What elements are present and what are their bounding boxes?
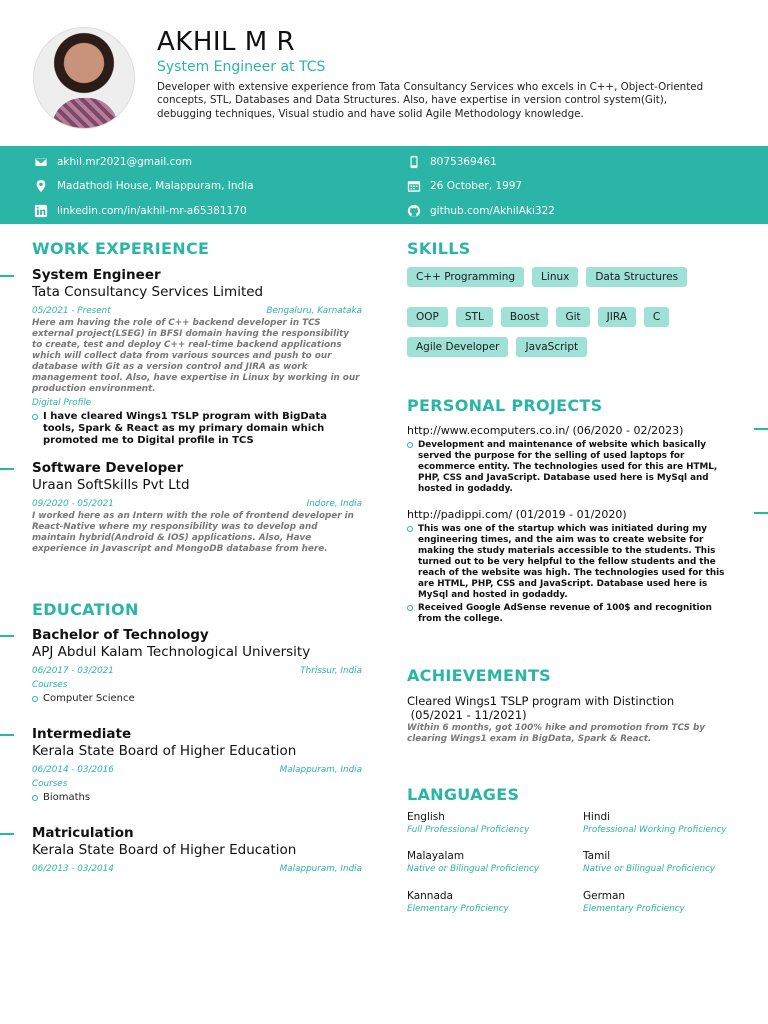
project-bullet: This was one of the startup which was initiated during my engineering times, and the aim was to create website for making the study materials accessible to the students. This turned out to be very helpful to the fellow students and the reach of the website was high. The technologies used for this are HTML, PHP, CSS and JavaScript. Database used here is MySql and hosted in godaddy. <box>407 524 737 601</box>
job-meta <box>32 498 362 510</box>
section-title-education: EDUCATION <box>32 600 139 619</box>
section-title-projects: PERSONAL PROJECTS <box>407 396 603 415</box>
courses-label: Courses <box>32 779 68 789</box>
candidate-name: AKHIL M R <box>157 27 296 57</box>
language-name: Malayalam <box>407 850 465 862</box>
project-title[interactable]: http://www.ecomputers.co.in/ (06/2020 - 02/2023) <box>407 424 684 437</box>
project-title[interactable]: http://padippi.com/ (01/2019 - 01/2020) <box>407 508 627 521</box>
achievement-description: Within 6 months, got 100% hike and promotion from TCS by clearing Wings1 exam in BigData, Spark & React. <box>407 723 706 744</box>
skills-list <box>407 267 727 357</box>
email-text: akhil.mr2021@gmail.com <box>57 156 193 168</box>
location-pin-icon <box>34 179 48 193</box>
achievement-title: Cleared Wings1 TSLP program with Distinction <box>407 694 675 708</box>
job-meta <box>32 305 362 317</box>
language-item <box>583 850 753 876</box>
education-entry <box>32 726 362 804</box>
timeline-marker <box>0 833 14 835</box>
skill-chip: C <box>644 307 669 327</box>
language-item <box>583 811 753 837</box>
project-bullet: Received Google AdSense revenue of 100$ and recognition from the college. <box>407 603 737 625</box>
education-meta <box>32 764 362 776</box>
language-level: Native or Bilingual Proficiency <box>407 864 540 874</box>
language-name: Tamil <box>583 850 611 862</box>
timeline-marker <box>754 428 768 430</box>
job-sub-label: Digital Profile <box>32 398 92 408</box>
job-location: Indore, India <box>306 499 362 509</box>
job-role: Software Developer <box>32 460 184 476</box>
project-entry <box>407 508 737 625</box>
timeline-marker <box>0 734 14 736</box>
project-entry <box>407 424 737 495</box>
education-entry <box>32 627 362 705</box>
github-text: github.com/AkhilAki322 <box>430 205 555 217</box>
education-dates: 06/2017 - 03/2021 <box>32 666 114 676</box>
skill-chip: Linux <box>532 267 578 287</box>
linkedin-icon <box>34 204 48 218</box>
job-dates: 05/2021 - Present <box>32 306 111 316</box>
job-description: Here am having the role of C++ backend developer in TCS external project(LSEG) in BFSI domain having the responsibility to create, test and deploy C++ real-time backend applications which will collect data from various sources and push to our database with Git as a version control and JIRA as work management tool. Also, have expertise in Linux by working in our production environment. <box>32 318 360 394</box>
calendar-icon <box>407 179 421 193</box>
skill-chip: STL <box>456 307 493 327</box>
contact-dob <box>407 179 522 193</box>
education-school: Kerala State Board of Higher Education <box>32 743 297 759</box>
education-location: Thrissur, India <box>300 666 362 676</box>
education-dates: 06/2014 - 03/2016 <box>32 765 114 775</box>
project-bullet: Development and maintenance of website which basically served the purpose for the selling of used laptops for ecommerce entity. The technologies used for this are HTML, PHP, CSS and JavaScript. Database used here is MySql and hosted in godaddy. <box>407 440 737 495</box>
mail-icon <box>34 155 48 169</box>
contact-linkedin[interactable] <box>34 204 247 218</box>
section-title-work: WORK EXPERIENCE <box>32 239 210 258</box>
job-description: I worked here as an Intern with the role of frontend developer in React-Native where my responsibility was to develop and maintain hybrid(Android & IOS) applications. Also, Have experience in Javascript and MongoDB database from here. <box>32 511 354 554</box>
education-degree: Matriculation <box>32 825 134 841</box>
language-name: Kannada <box>407 890 453 902</box>
profile-summary: Developer with extensive experience from Tata Consultancy Services who excels in C++, Object-Oriented concepts, STL, Databases and Data Structures. Also, have expertise in version control system(Git), debugging techniques, Visual studio and have solid Agile Methodology knowledge. <box>157 81 704 120</box>
phone-text: 8075369461 <box>430 156 497 168</box>
achievement-dates: (05/2021 - 11/2021) <box>407 708 527 722</box>
language-item <box>583 890 753 916</box>
education-school: Kerala State Board of Higher Education <box>32 842 297 858</box>
job-entry <box>32 460 362 555</box>
education-location: Malappuram, India <box>279 765 362 775</box>
timeline-marker <box>0 635 14 637</box>
timeline-marker <box>0 468 14 470</box>
contact-github[interactable] <box>407 204 555 218</box>
education-location: Malappuram, India <box>279 864 362 874</box>
job-bullet: I have cleared Wings1 TSLP program with BigData tools, Spark & React as my primary domain which promoted me to Digital profile in TCS <box>32 411 362 447</box>
education-dates: 06/2013 - 03/2014 <box>32 864 114 874</box>
job-location: Bengaluru, Karnataka <box>266 306 362 316</box>
courses-label: Courses <box>32 680 68 690</box>
education-meta <box>32 863 362 875</box>
job-role: System Engineer <box>32 267 161 283</box>
skill-chip: Data Structures <box>586 267 687 287</box>
education-degree: Intermediate <box>32 726 132 742</box>
job-company: Uraan SoftSkills Pvt Ltd <box>32 477 190 493</box>
language-level: Elementary Proficiency <box>583 904 685 914</box>
education-entry <box>32 825 362 875</box>
job-entry <box>32 267 362 447</box>
job-dates: 09/2020 - 05/2021 <box>32 499 114 509</box>
section-title-skills: SKILLS <box>407 239 471 258</box>
timeline-marker <box>754 512 768 514</box>
skill-chip: Git <box>556 307 589 327</box>
candidate-role: System Engineer at TCS <box>157 59 326 75</box>
education-degree: Bachelor of Technology <box>32 627 209 643</box>
course-item: Biomaths <box>32 792 362 804</box>
language-name: Hindi <box>583 811 611 823</box>
job-company: Tata Consultancy Services Limited <box>32 284 264 300</box>
dob-text: 26 October, 1997 <box>430 180 523 192</box>
language-level: Professional Working Proficiency <box>583 825 727 835</box>
language-level: Full Professional Proficiency <box>407 825 530 835</box>
skill-chip: C++ Programming <box>407 267 524 287</box>
section-title-achievements: ACHIEVEMENTS <box>407 666 551 685</box>
language-level: Native or Bilingual Proficiency <box>583 864 716 874</box>
contact-email[interactable] <box>34 155 192 169</box>
profile-photo <box>33 27 135 129</box>
phone-icon <box>407 155 421 169</box>
contact-address <box>34 179 254 193</box>
github-icon <box>407 204 421 218</box>
education-meta <box>32 665 362 677</box>
skill-chip: JIRA <box>598 307 636 327</box>
language-item <box>407 890 577 916</box>
skill-chip: Boost <box>501 307 549 327</box>
language-name: German <box>583 890 626 902</box>
education-school: APJ Abdul Kalam Technological University <box>32 644 311 660</box>
address-text: Madathodi House, Malappuram, India <box>57 180 254 192</box>
skill-chip: Agile Developer <box>407 337 508 357</box>
section-title-languages: LANGUAGES <box>407 785 520 804</box>
language-level: Elementary Proficiency <box>407 904 509 914</box>
language-item <box>407 811 577 837</box>
achievement-entry <box>407 694 747 745</box>
language-name: English <box>407 811 445 823</box>
linkedin-text: linkedin.com/in/akhil-mr-a65381170 <box>57 205 247 217</box>
timeline-marker <box>0 275 14 277</box>
language-item <box>407 850 577 876</box>
skill-chip: JavaScript <box>516 337 587 357</box>
contact-phone[interactable] <box>407 155 497 169</box>
course-item: Computer Science <box>32 693 362 705</box>
skill-chip: OOP <box>407 307 448 327</box>
